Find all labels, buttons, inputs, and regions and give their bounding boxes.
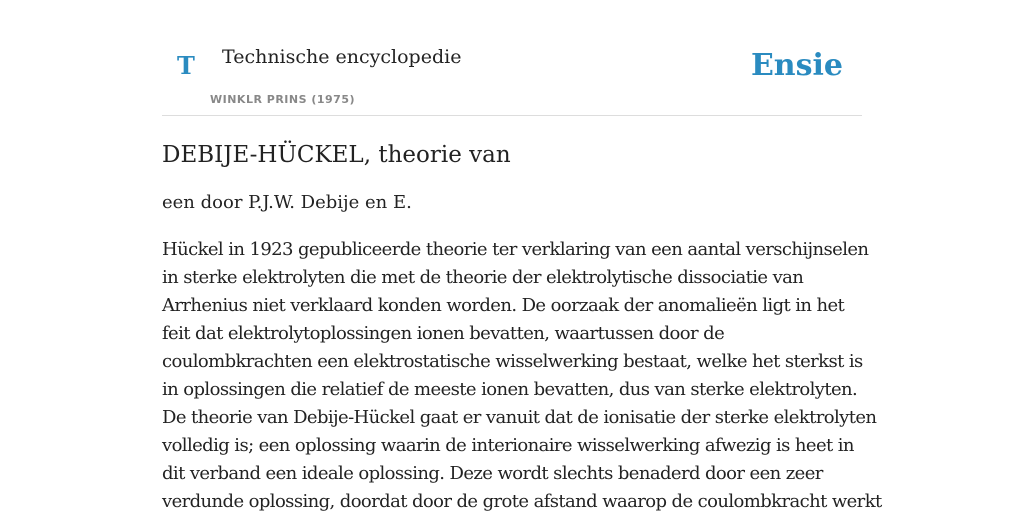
- body-line: in oplossingen die relatief de meeste ionen bevatten, dus van sterke elektrolyten.: [162, 379, 858, 400]
- body-line: verdunde oplossing, doordat door de grote afstand waarop de coulombkracht werkt: [162, 491, 882, 512]
- book-logo[interactable]: T: [177, 51, 195, 80]
- book-title[interactable]: Technische encyclopedie: [222, 46, 462, 68]
- brand-logo[interactable]: Ensie: [750, 48, 843, 83]
- book-subtitle: WINKLR PRINS (1975): [210, 93, 356, 106]
- body-line: in sterke elektrolyten die met de theorie der elektrolytische dissociatie van: [162, 267, 804, 288]
- body-line: Hückel in 1923 gepubliceerde theorie ter verklaring van een aantal verschijnselen: [162, 239, 869, 260]
- body-line: feit dat elektrolytoplossingen ionen bevatten, waartussen door de: [162, 323, 725, 344]
- article-body: [162, 236, 882, 512]
- body-line: volledig is; een oplossing waarin de interionaire wisselwerking afwezig is heet in: [162, 435, 854, 456]
- body-line: De theorie van Debije-Hückel gaat er vanuit dat de ionisatie der sterke elektrolyten: [162, 407, 877, 428]
- body-line: coulombkrachten een elektrostatische wisselwerking bestaat, welke het sterkst is: [162, 351, 863, 372]
- article: [162, 139, 882, 512]
- body-line: dit verband een ideale oplossing. Deze wordt slechts benaderd door een zeer: [162, 463, 823, 484]
- article-lead: een door P.J.W. Debije en E.: [162, 192, 412, 213]
- body-line: Arrhenius niet verklaard konden worden. De oorzaak der anomalieën ligt in het: [162, 295, 845, 316]
- article-title: DEBIJE-HÜCKEL, theorie van: [162, 142, 511, 168]
- header: [162, 40, 862, 116]
